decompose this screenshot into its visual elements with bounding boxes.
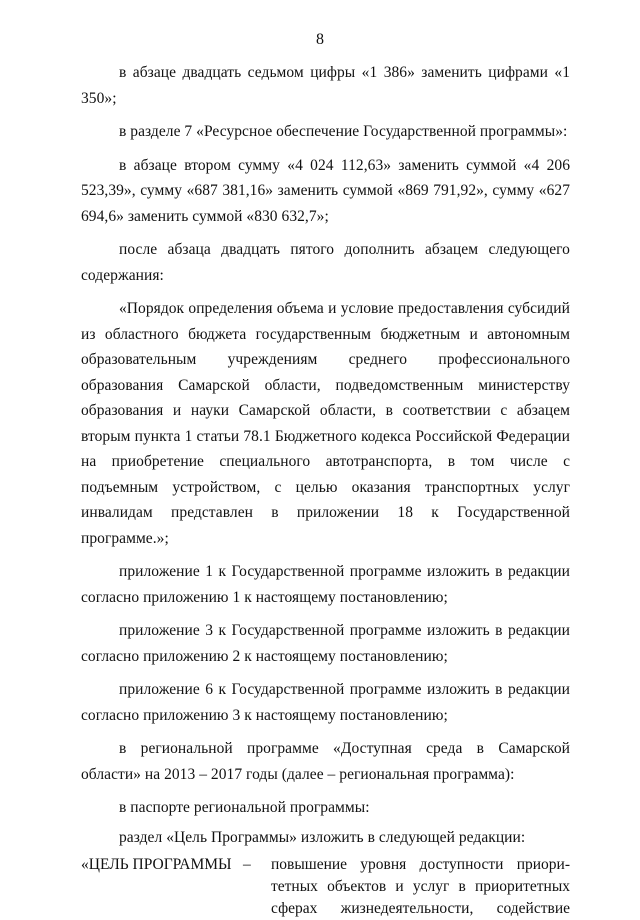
page-number: 8: [316, 31, 324, 48]
paragraph-3: в абзаце втором сумму «4 024 112,63» заменить суммой «4 206 523,39», сумму «687 381,16» заменить суммой «869 791,92», сумму «627 694,6» заменить суммой «830 632,7»;: [81, 156, 570, 225]
program-goal-table: [81, 854, 570, 920]
paragraph-8: приложение 6 к Государственной программе изложить в редакции согласно приложению 3 к настоящему постановлению;: [81, 681, 570, 724]
program-goal-line-2: тетных объектов и услуг в приоритетных: [271, 878, 570, 895]
paragraph-9: в региональной программе «Доступная среда в Самарской области» на 2013 – 2017 годы (далее – региональная программа):: [81, 740, 570, 783]
program-goal-line-3: сферах жизнедеятельности, содействие: [271, 900, 570, 917]
paragraph-10: в паспорте региональной программы:: [119, 799, 370, 816]
paragraph-11: раздел «Цель Программы» изложить в следующей редакции:: [119, 828, 526, 846]
program-goal-label: «ЦЕЛЬ ПРОГРАММЫ: [81, 856, 232, 873]
paragraph-7: приложение 3 к Государственной программе изложить в редакции согласно приложению 2 к настоящему постановлению;: [81, 622, 570, 665]
paragraph-5: «Порядок определения объема и условие предоставления субсидий из областного бюджета государственным бюджетным и автономным образовательным учреждениям среднего профессионального образования Самарской области, подведомственным министерству образования и науки Самарской области, в соответствии с абзацем вторым пункта 1 статьи 78.1 Бюджетного кодекса Российской Федерации на приобретение специального автотранспорта, в том числе с подъемным устройством, с целью оказания транспортных услуг инвалидам представлен в приложении 18 к Государственной программе.»;: [81, 300, 570, 547]
paragraph-6: приложение 1 к Государственной программе изложить в редакции согласно приложению 1 к настоящему постановлению;: [81, 563, 570, 606]
paragraph-2: в разделе 7 «Ресурсное обеспечение Государственной программы»:: [119, 123, 568, 140]
program-goal-line-1: повышение уровня доступности приори-: [271, 856, 570, 873]
paragraph-4: после абзаца двадцать пятого дополнить абзацем следующего содержания:: [81, 241, 570, 284]
program-goal-text: [271, 854, 570, 920]
document-body: [81, 60, 570, 920]
program-goal-dash: –: [243, 856, 251, 873]
paragraph-1: в абзаце двадцать седьмом цифры «1 386» заменить цифрами «1 350»;: [81, 64, 570, 107]
